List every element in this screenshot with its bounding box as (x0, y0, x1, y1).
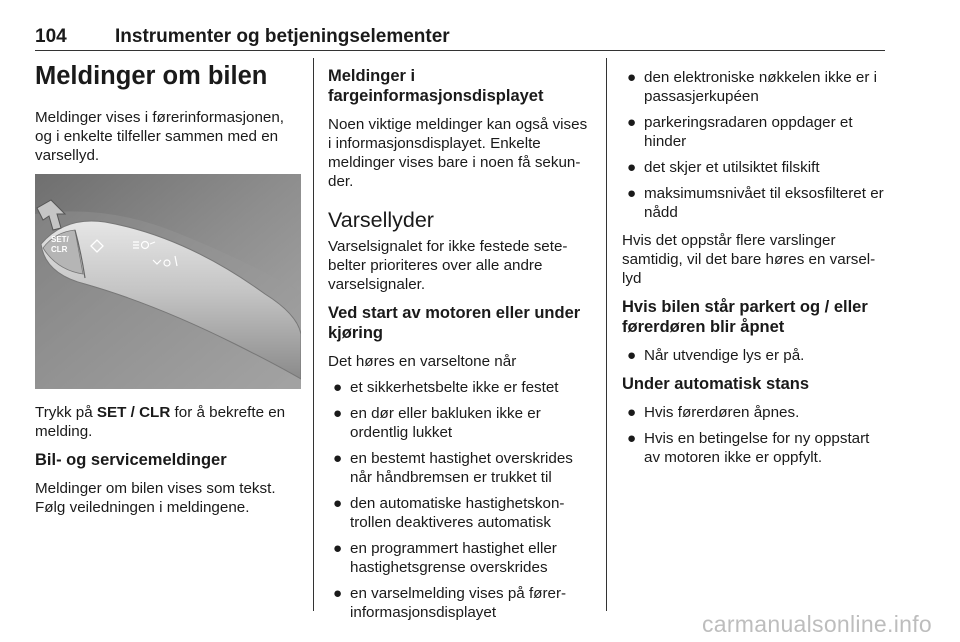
warning-paragraph: Varselsignalet for ikke festede sete-belter prioriteres over alle andre varselsignaler. (328, 238, 568, 293)
color-display-paragraph: Noen viktige meldinger kan også vises i informasjonsdisplayet. Enkelte meldinger vises bare i noen få sekun-der. (328, 116, 588, 190)
lever-label-set: SET/ (51, 235, 69, 244)
intro-paragraph: Meldinger vises i førerinformasjonen, og i enkelte tilfeller sammen med en varsellyd. (35, 109, 284, 164)
section-title-meldinger: Meldinger om bilen (35, 62, 268, 90)
watermark: carmanualsonline.info (701, 611, 932, 637)
bullet-icon: ● (333, 450, 343, 467)
list-item: ● en dør eller bakluken ikke er ordentlig lukket (333, 405, 541, 441)
autostop-list (622, 403, 888, 467)
column-divider-1 (313, 58, 314, 611)
page-header (35, 26, 885, 51)
bullet-icon: ● (627, 114, 637, 131)
heading-service-messages: Bil- og servicemeldinger (35, 451, 227, 469)
continued-list (622, 68, 888, 222)
heading-autostop: Under automatisk stans (622, 375, 810, 393)
heading-warning-sounds: Varsellyder (328, 208, 434, 232)
heading-engine-start: Ved start av motoren eller under kjøring (328, 304, 581, 342)
bullet-icon: ● (627, 185, 637, 202)
list-item: ● den elektroniske nøkkelen ikke er i passasjerkupéen (627, 69, 877, 105)
page-number: 104 (35, 26, 67, 47)
list-item: ● en bestemt hastighet overskrides når håndbremsen er trukket til (333, 450, 573, 486)
column-2 (328, 58, 593, 631)
bullet-icon: ● (627, 159, 637, 176)
bullet-icon: ● (333, 585, 343, 602)
bullet-icon: ● (333, 495, 343, 512)
list-item: ● Hvis førerdøren åpnes. (627, 404, 800, 421)
list-item: ● maksimumsnivået til eksosfilteret er nådd (627, 185, 884, 221)
press-instruction: Trykk på SET / CLR for å bekrefte en melding. (35, 404, 286, 440)
bullet-icon: ● (333, 379, 343, 396)
list-item: ● et sikkerhetsbelte ikke er festet (333, 379, 559, 396)
column-3 (622, 58, 888, 476)
list-item: ● Hvis en betingelse for ny oppstart av motoren ikke er oppfylt. (627, 430, 870, 466)
bullet-icon: ● (627, 69, 637, 86)
column-1 (35, 58, 301, 526)
lever-label-clr: CLR (51, 245, 68, 254)
set-clr-label: SET / CLR (96, 404, 171, 421)
column-divider-2 (606, 58, 607, 611)
set-clr-lever-illustration (35, 174, 301, 389)
bullet-icon: ● (627, 430, 637, 447)
service-paragraph: Meldinger om bilen vises som tekst. Følg veiledningen i meldingene. (35, 480, 276, 516)
list-item: ● en programmert hastighet eller hastighetsgrense overskrides (333, 540, 557, 576)
start-list (328, 378, 593, 622)
list-item: ● Når utvendige lys er på. (627, 347, 805, 364)
page-title: Instrumenter og betjeningselementer (115, 26, 450, 47)
list-item: ● det skjer et utilsiktet filskift (627, 159, 820, 176)
bullet-icon: ● (627, 404, 637, 421)
bullet-icon: ● (333, 540, 343, 557)
heading-parked: Hvis bilen står parkert og / eller førerdøren blir åpnet (622, 298, 868, 336)
bullet-icon: ● (333, 405, 343, 422)
heading-color-display: Meldinger i fargeinformasjonsdisplayet (328, 67, 544, 105)
start-intro: Det høres en varseltone når (328, 353, 517, 370)
list-item: ● parkeringsradaren oppdager et hinder (627, 114, 853, 150)
bullet-icon: ● (627, 347, 637, 364)
list-item: ● den automatiske hastighetskon-trollen deaktiveres automatisk (333, 495, 565, 531)
list-item: ● en varselmelding vises på fører-informasjonsdisplayet (333, 585, 567, 621)
parked-list (622, 346, 888, 365)
multiple-warnings-paragraph: Hvis det oppstår flere varslinger samtidig, vil det bare høres en varsel-lyd (622, 232, 876, 287)
